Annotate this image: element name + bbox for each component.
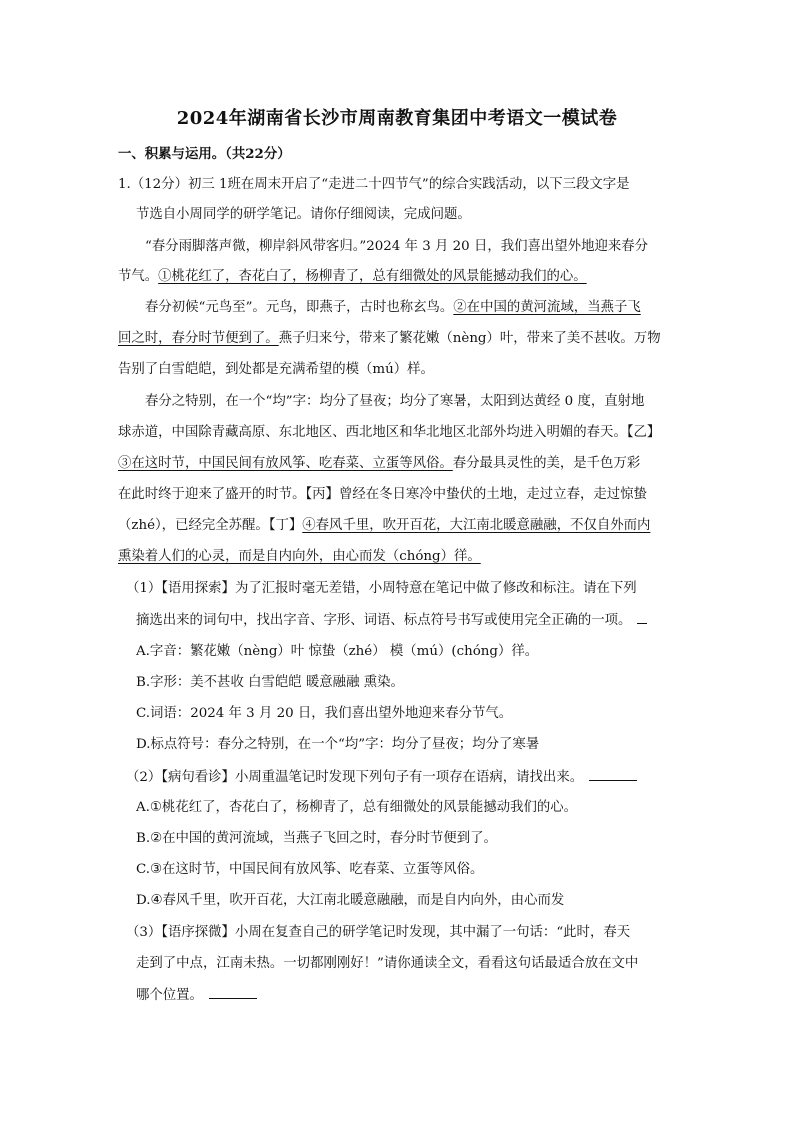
section-heading: 一、积累与运用。（共22分） bbox=[118, 146, 291, 162]
sub3-stem-text: 哪个位置。 bbox=[136, 988, 203, 1003]
para3-line3 bbox=[118, 455, 640, 473]
answer-blank-3[interactable] bbox=[209, 986, 257, 999]
sub1-option-c: C.词语：2024 年 3 月 20 日，我们喜出望外地迎来春分节气。 bbox=[136, 706, 513, 721]
q1-stem-line2: 节选自小周同学的研学笔记。请你仔细阅读，完成问题。 bbox=[136, 207, 471, 222]
sub2-stem bbox=[126, 768, 637, 787]
para1-text: 节气。 bbox=[118, 269, 159, 284]
para3-line4: 在此时终于迎来了盛开的时节。【丙】曾经在冬日寒冷中蛰伏的土地，走过立春，走过惊蛰 bbox=[118, 487, 647, 502]
para3-line6 bbox=[118, 548, 481, 566]
para2-line1 bbox=[145, 299, 641, 317]
answer-blank-2[interactable] bbox=[589, 768, 637, 781]
sub1-option-a: A.字音：繁花嫩（nèng）叶 惊蛰（zhé） 模（mú）(chóng）徉。 bbox=[136, 644, 539, 659]
sentence-4-underlined-end: 熏染着人们的心灵，而是自内向外，由心而发（chóng）徉。 bbox=[118, 549, 481, 564]
sub1-option-b: B.字形：美不甚收 白雪皑皑 暖意融融 熏染。 bbox=[136, 675, 404, 690]
page-title: 2024年湖南省长沙市周南教育集团中考语文一模试卷 bbox=[176, 108, 618, 129]
sub1-stem-line1: （1）【语用探索】为了汇报时毫无差错，小周特意在笔记中做了修改和标注。请在下列 bbox=[126, 581, 637, 596]
sub2-option-a: A.①桃花红了，杏花白了，杨柳青了，总有细微处的风景能撼动我们的心。 bbox=[136, 800, 578, 815]
para3-line1: 春分之特别，在一个“均”字：均分了昼夜；均分了寒暑，太阳到达黄经 0 度，直射地 bbox=[145, 394, 645, 409]
q1-stem-line1: 1.（12分）初三 1班在周末开启了“走进二十四节气”的综合实践活动，以下三段文字是 bbox=[118, 177, 630, 192]
sentence-3-underlined: ③在这时节，中国民间有放风筝、吃春菜、立蛋等风俗。 bbox=[118, 456, 453, 471]
answer-blank-1[interactable] bbox=[637, 611, 647, 624]
sentence-1-underlined: ①桃花红了，杏花白了，杨柳青了，总有细微处的风景能撼动我们的心。 bbox=[158, 269, 587, 284]
sub2-option-b: B.②在中国的黄河流域，当燕子飞回之时，春分时节便到了。 bbox=[136, 831, 497, 846]
sub3-stem-line1: （3）【语序探微】小周在复查自己的研学笔记时发现，其中漏了一句话：“此时，春天 bbox=[126, 925, 631, 940]
sub1-option-d: D.标点符号：春分之特别，在一个“均”字：均分了昼夜；均分了寒暑 bbox=[136, 737, 540, 752]
sub1-stem-text: 摘选出来的词句中，找出字音、字形、词语、标点符号书写或使用完全正确的一项。 bbox=[136, 613, 632, 628]
para3-line5 bbox=[118, 517, 650, 535]
para3-text-2: （zhé），已经完全苏醒。【丁】 bbox=[118, 518, 303, 533]
para2-line3: 告别了白雪皑皑，到处都是充满希望的模（mú）样。 bbox=[118, 362, 434, 377]
para2-text-cont: 燕子归来兮，带来了繁花嫩（nèng）叶，带来了美不甚收。万物 bbox=[278, 331, 661, 346]
sentence-4-underlined-start: ④春风千里，吹开百花，大江南北暖意融融，不仅自外而内 bbox=[302, 518, 651, 533]
sentence-2-underlined-start: ②在中国的黄河流域，当燕子飞 bbox=[453, 300, 641, 315]
sub2-stem-text: （2）【病句看诊】小周重温笔记时发现下列句子有一项存在语病，请找出来。 bbox=[126, 770, 584, 785]
para2-text: 春分初候“元鸟至”。元鸟，即燕子，古时也称玄鸟。 bbox=[145, 300, 454, 315]
sub3-stem-line2: 走到了中点，江南未热。一切都刚刚好！”请你通读全文，看看这句话最适合放在文中 bbox=[136, 956, 639, 971]
para3-text: 春分最具灵性的美，是千色万彩 bbox=[452, 456, 641, 471]
para2-line2 bbox=[118, 330, 661, 348]
sentence-2-underlined-end: 回之时，春分时节便到了。 bbox=[118, 331, 279, 346]
para3-line2: 球赤道，中国除青藏高原、东北地区、西北地区和华北地区北部外均进入明媚的春天。【乙】 bbox=[118, 425, 661, 440]
sub3-stem-line3 bbox=[136, 986, 257, 1005]
para1-line1: “春分雨脚落声微，柳岸斜风带客归。”2024 年 3 月 20 日，我们喜出望外地迎来春分 bbox=[145, 239, 649, 254]
sub1-stem-line2 bbox=[136, 611, 647, 630]
sub2-option-c: C.③在这时节，中国民间有放风筝、吃春菜、立蛋等风俗。 bbox=[136, 862, 484, 877]
para1-line2 bbox=[118, 268, 587, 286]
sub2-option-d: D.④春风千里，吹开百花，大江南北暖意融融，而是自内向外，由心而发 bbox=[136, 893, 565, 908]
